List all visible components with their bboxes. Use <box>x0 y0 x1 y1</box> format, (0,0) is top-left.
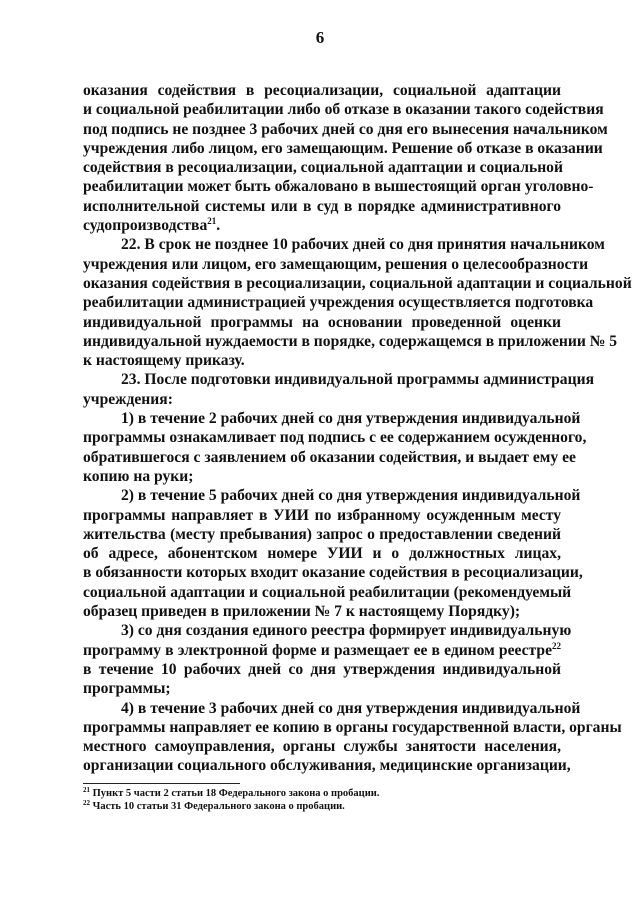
text-line: оказания содействия в ресоциализации, социальной адаптации <box>83 82 561 99</box>
text-line <box>83 216 561 235</box>
text-line <box>83 641 561 660</box>
text-line: 23. После подготовки индивидуальной программы администрация <box>121 371 595 389</box>
footnote-divider <box>83 783 240 784</box>
text-line: 22. В срок не позднее 10 рабочих дней со дня принятия начальником <box>121 236 605 254</box>
text-line: социальной адаптации и социальной реабилитации (рекомендуемый <box>83 583 572 601</box>
text-line: 3) со дня создания единого реестра формирует индивидуальную <box>121 622 572 640</box>
body-text <box>83 81 632 776</box>
text-line: местного самоуправления, органы службы занятости населения, <box>83 738 561 756</box>
text-line: к настоящему приказу. <box>83 352 245 370</box>
text-line: копию на руки; <box>83 467 194 485</box>
text-line: индивидуальной нуждаемости в порядке, содержащемся в приложении № 5 <box>83 332 618 350</box>
footnote-reference[interactable]: 22 <box>552 640 561 651</box>
footnote-text: Часть 10 статьи 31 Федерального закона о пробации. <box>92 801 345 812</box>
text-line: 4) в течение 3 рабочих дней со дня утверждения индивидуальной <box>121 699 581 717</box>
paragraph <box>83 699 622 776</box>
text-line: в течение 10 рабочих дней со дня утверждения индивидуальной <box>83 660 561 678</box>
paragraph <box>83 621 572 698</box>
paragraph <box>83 81 608 235</box>
paragraph <box>83 235 632 370</box>
text-line: программы; <box>83 680 171 698</box>
footnotes <box>83 787 379 813</box>
text-line: содействия в ресоциализации, социальной адаптации и социальной <box>83 159 563 177</box>
text-line: обратившегося с заявлением об оказании содействия, и выдает ему ее <box>83 448 576 466</box>
paragraph <box>83 486 583 621</box>
text-line: программы направляет в УИИ по избранному осужденным месту <box>83 506 561 524</box>
text-line: жительства (месту пребывания) запрос о предоставлении сведений <box>83 525 561 543</box>
footnote-text: Пункт 5 части 2 статьи 18 Федерального закона о пробации. <box>92 788 380 799</box>
text-line: исполнительной системы или в суд в порядке административного <box>83 197 561 215</box>
text-line: программы направляет ее копию в органы государственной власти, органы <box>83 718 622 736</box>
paragraph <box>83 370 595 409</box>
line-text: судопроизводства <box>83 217 208 235</box>
text-line: 2) в течение 5 рабочих дней со дня утверждения индивидуальной <box>121 487 581 505</box>
text-line: учреждения либо лицом, его замещающим. Решение об отказе в оказании <box>83 139 603 157</box>
line-text: программу в электронной форме и размещает ее в едином реестре <box>83 641 552 659</box>
text-line: индивидуальной программы на основании проведенной оценки <box>83 313 561 331</box>
page-number: 6 <box>315 28 325 47</box>
text-line: в обязанности которых входит оказание содействия в ресоциализации, <box>83 564 583 582</box>
text-line: реабилитации может быть обжаловано в вышестоящий орган уголовно- <box>83 178 594 196</box>
text-line: оказания содействия в ресоциализации, социальной адаптации и социальной <box>83 274 632 292</box>
line-text-after: . <box>216 217 221 235</box>
footnote-number: 21 <box>83 786 90 794</box>
footnote <box>83 787 379 800</box>
text-line: организации социального обслуживания, медицинские организации, <box>83 757 571 775</box>
text-line: под подпись не позднее 3 рабочих дней со дня его вынесения начальником <box>83 120 608 138</box>
text-line: учреждения или лицом, его замещающим, решения о целесообразности <box>83 255 589 273</box>
paragraph <box>83 409 587 486</box>
text-line: образец приведен в приложении № 7 к настоящему Порядку); <box>83 603 521 621</box>
footnote-reference[interactable]: 21 <box>207 216 217 227</box>
text-line: и социальной реабилитации либо об отказе в оказании такого содействия <box>83 101 604 119</box>
footnote <box>83 800 379 813</box>
text-line: 1) в течение 2 рабочих дней со дня утверждения индивидуальной <box>121 410 581 428</box>
footnote-number: 22 <box>83 799 90 807</box>
text-line: учреждения: <box>83 390 173 408</box>
text-line: об адресе, абонентском номере УИИ и о должностных лицах, <box>83 545 561 563</box>
text-line: программы ознакамливает под подпись с ее содержанием осужденного, <box>83 429 587 447</box>
text-line: реабилитации администрацией учреждения осуществляется подготовка <box>83 294 594 312</box>
